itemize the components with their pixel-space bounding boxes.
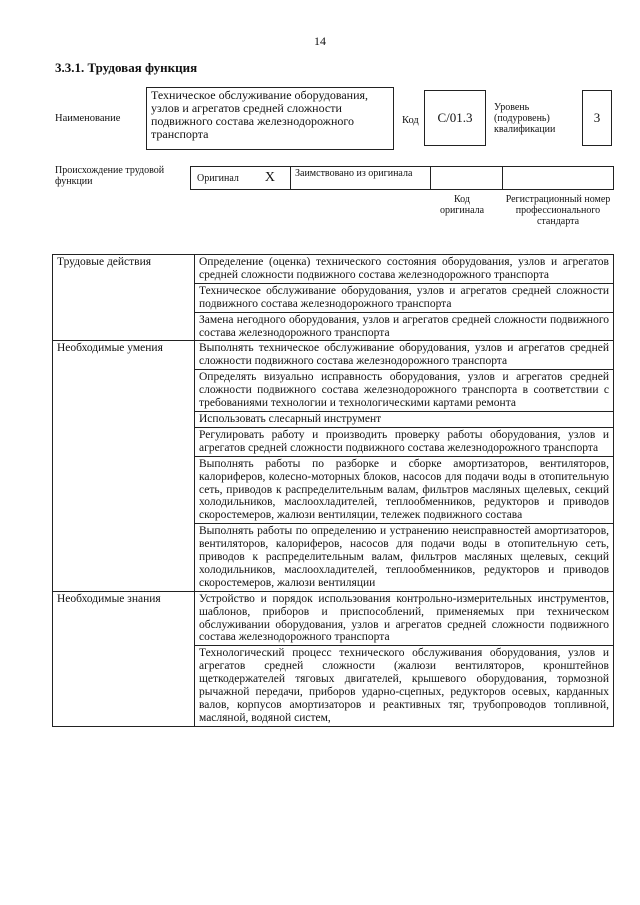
- function-name-value: Техническое обслуживание оборудования, узлов и агрегатов средней сложности подвижного состава железнодорожного транспорта: [151, 88, 369, 141]
- origin-original-cell: [191, 167, 291, 189]
- item-cell: Использовать слесарный инструмент: [195, 411, 614, 427]
- table-row: [53, 341, 614, 370]
- code-label: Код: [402, 115, 419, 126]
- level-box: [582, 90, 612, 146]
- reg-caption: Регистрационный номер профессионального стандарта: [505, 194, 611, 227]
- item-cell: Выполнять техническое обслуживание оборудования, узлов и агрегатов средней сложности подвижного состава железнодорожного транспорта: [195, 341, 614, 370]
- original-mark: X: [264, 170, 276, 185]
- item-cell: Замена негодного оборудования, узлов и агрегатов средней сложности подвижного состава железнодорожного транспорта: [195, 312, 614, 341]
- item-cell: Регулировать работу и производить проверку работы оборудования, узлов и агрегатов средней сложности подвижного состава железнодорожного транспорта: [195, 427, 614, 456]
- item-cell: Техническое обслуживание оборудования, узлов и агрегатов средней сложности подвижного состава железнодорожного транспорта: [195, 283, 614, 312]
- category-cell: Необходимые умения: [53, 341, 195, 591]
- original-label: Оригинал: [197, 172, 239, 184]
- item-cell: Выполнять работы по определению и устранению неисправностей амортизаторов, вентиляторов, калориферов, насосов для подачи воды в отопительную сеть, приводов к распределительным валам, фильтров масляных щелевых, секций холодильников, маслоохладителей, теплообменников, редукторов и приводов скоростемеров, жалюзи вентиляции: [195, 524, 614, 592]
- level-value: 3: [593, 110, 601, 125]
- item-cell: Устройство и порядок использования контрольно-измерительных инструментов, шаблонов, приборов и приспособлений, применяемых при техническом обслуживании оборудования, узлов и агрегатов средней сложности подвижного состава железнодорожного транспорта: [195, 591, 614, 646]
- code-box: [424, 90, 486, 146]
- item-cell: Выполнять работы по разборке и сборке амортизаторов, вентиляторов, калориферов, колесно-моторных блоков, насосов для подачи воды в отопительную сеть, приводов к распределительным валам, фильтров масляных щелевых, секций холодильников, маслоохладителей, теплообменников, редукторов и приводов скоростемеров, жалюзи вентиляции, тележек подвижного состава: [195, 456, 614, 524]
- function-name-box: [146, 87, 394, 150]
- code-caption: Код оригинала: [439, 194, 485, 216]
- origin-row: [190, 166, 614, 190]
- level-label: Уровень (подуровень) квалификации: [494, 102, 556, 135]
- item-cell: Технологический процесс технического обслуживания оборудования, узлов и агрегатов средней сложности (жалюзи вентиляторов, кронштейнов щеткодержателей тяговых двигателей, крышевого оборудования, тормозной рычажной передачи, приборов ударно-сцепных, редукторов осевых, карданных валов, корпусов амортизаторов и реактивных тяг, трубопроводов топливной, масляной, водяной систем,: [195, 646, 614, 726]
- category-cell: Трудовые действия: [53, 255, 195, 341]
- item-cell: Определять визуально исправность оборудования, узлов и агрегатов средней сложности подвижного состава железнодорожного транспорта в соответствии с требованиями технологии и технологическими картами ремонта: [195, 370, 614, 412]
- origin-reg-cell: [503, 167, 613, 189]
- category-cell: Необходимые знания: [53, 591, 195, 726]
- name-label: Наименование: [55, 113, 121, 124]
- origin-label: Происхождение трудовой функции: [55, 165, 165, 187]
- page-number: 14: [314, 34, 326, 48]
- section-title: 3.3.1. Трудовая функция: [55, 60, 198, 75]
- table-row: [53, 591, 614, 646]
- function-details-table: [52, 254, 614, 727]
- origin-borrowed-cell: [291, 167, 431, 189]
- table-row: [53, 255, 614, 284]
- code-value: C/01.3: [437, 110, 473, 125]
- item-cell: Определение (оценка) технического состояния оборудования, узлов и агрегатов средней сложности подвижного состава железнодорожного транспорта: [195, 255, 614, 284]
- borrowed-label: Заимствовано из оригинала: [295, 168, 413, 179]
- origin-code-cell: [431, 167, 503, 189]
